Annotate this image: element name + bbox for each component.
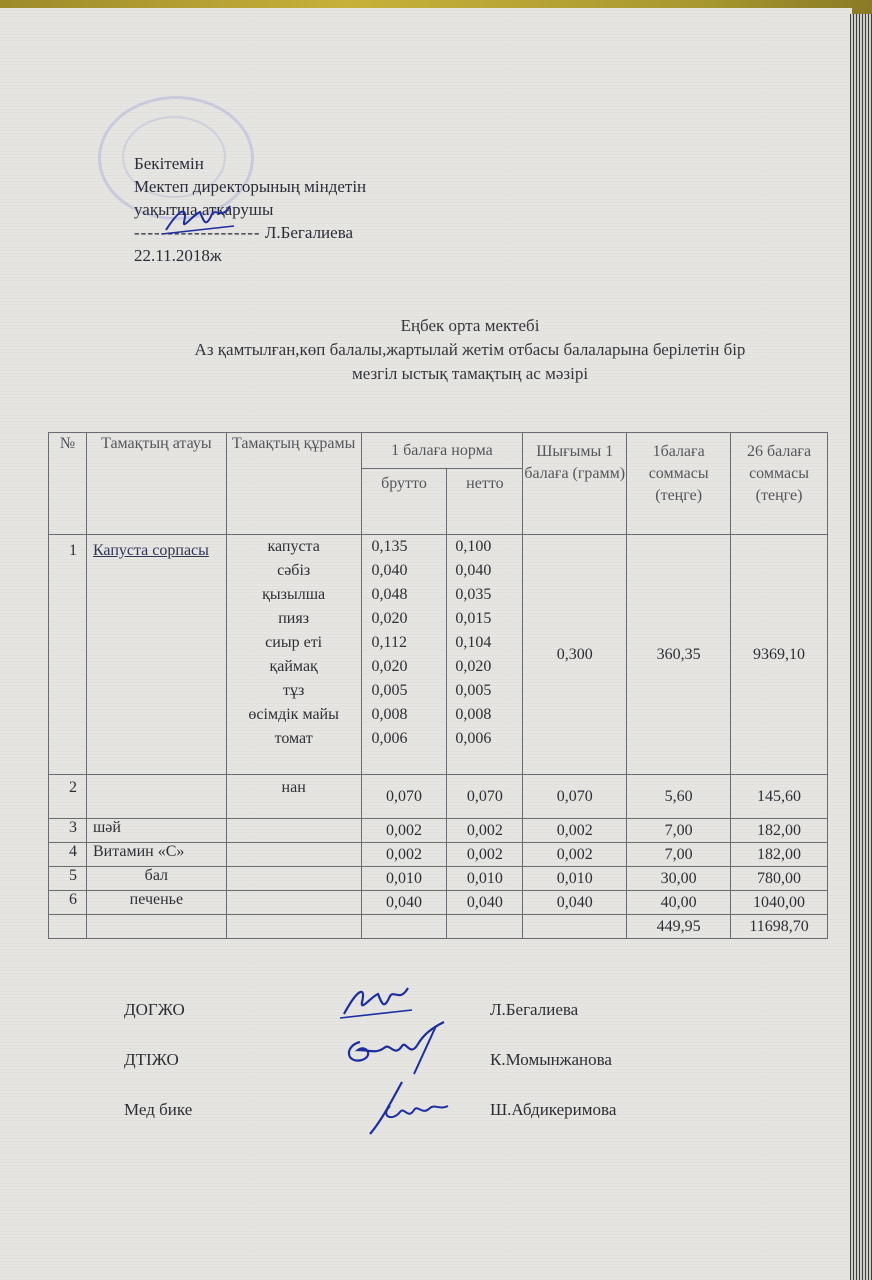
ingredient: капуста	[267, 538, 320, 555]
empty-cell	[447, 915, 523, 939]
yield-value: 0,002	[523, 819, 627, 843]
sum-one-cell: 360,35	[627, 535, 731, 775]
netto-value: 0,035	[455, 586, 492, 603]
table-row	[49, 891, 828, 915]
handwritten-signature	[340, 1020, 450, 1076]
sum-26-value: 145,60	[731, 775, 828, 819]
approval-line-3: уақытша атқарушы	[134, 200, 274, 219]
menu-title-line-1: Аз қамтылған,көп балалы,жартылай жетім отбасы балаларына берілетін бір	[194, 340, 746, 359]
netto-value: 0,002	[447, 843, 523, 867]
netto-value: 0,002	[447, 819, 523, 843]
approval-date: 22.11.2018ж	[134, 246, 222, 265]
signature-name: К.Момынжанова	[490, 1050, 612, 1069]
empty-cell	[226, 915, 361, 939]
approval-line-2: Мектеп директорының міндетін	[134, 177, 367, 196]
dish-name: шәй	[86, 819, 226, 843]
sum-one-value: 7,00	[627, 819, 731, 843]
table-row	[49, 819, 828, 843]
yield-value: 0,040	[523, 891, 627, 915]
composition	[226, 819, 361, 843]
menu-title-line-2: мезгіл ыстық тамақтың ас мәзірі	[351, 364, 589, 383]
dish-name-cell	[86, 535, 226, 775]
brutto-value: 0,040	[361, 891, 447, 915]
ingredient: қызылша	[262, 586, 326, 603]
row-number: 4	[49, 843, 87, 867]
netto-value: 0,020	[455, 658, 492, 675]
ingredient: тұз	[282, 682, 305, 699]
header-norm: 1 балаға норма	[361, 433, 523, 469]
netto-value: 0,015	[455, 610, 492, 627]
brutto-value: 0,002	[361, 843, 447, 867]
sum-one-value: 30,00	[627, 867, 731, 891]
page-stack-edges	[850, 14, 872, 1280]
signature-role: ДТІЖО	[124, 1050, 179, 1069]
sum-one-value: 40,00	[627, 891, 731, 915]
netto-value: 0,040	[455, 562, 492, 579]
brutto-value: 0,005	[371, 682, 408, 699]
netto-value: 0,008	[455, 706, 492, 723]
sum-one-value: 5,60	[627, 775, 731, 819]
approval-line-1: Бекітемін	[134, 154, 204, 173]
header-sum-one-child: 1балаға соммасы (теңге)	[627, 433, 731, 535]
signature-name: Л.Бегалиева	[490, 1000, 579, 1019]
yield-cell: 0,300	[523, 535, 627, 775]
dish-name	[86, 775, 226, 819]
brutto-value: 0,135	[371, 538, 408, 555]
table-row	[49, 867, 828, 891]
brutto-cell	[361, 535, 447, 775]
brutto-value: 0,020	[371, 610, 408, 627]
header-brutto: брутто	[361, 469, 447, 535]
netto-cell	[447, 535, 523, 775]
signature-role: Мед бике	[124, 1100, 193, 1119]
approval-name: Л.Бегалиева	[264, 223, 354, 242]
composition: нан	[226, 775, 361, 819]
brutto-value: 0,008	[371, 706, 408, 723]
table-row	[49, 775, 828, 819]
row-number: 6	[49, 891, 87, 915]
sum-26-value: 182,00	[731, 819, 828, 843]
netto-value: 0,040	[447, 891, 523, 915]
row-number: 1	[49, 535, 87, 775]
brutto-value: 0,070	[361, 775, 447, 819]
ingredient: томат	[274, 730, 313, 747]
netto-value: 0,070	[447, 775, 523, 819]
header-yield: Шығымы 1 балаға (грамм)	[523, 433, 627, 535]
sum-26-cell: 9369,10	[731, 535, 828, 775]
total-sum-26: 11698,70	[731, 915, 828, 939]
composition	[226, 867, 361, 891]
handwritten-signature	[336, 982, 416, 1024]
row-number: 2	[49, 775, 87, 819]
netto-value: 0,104	[455, 634, 492, 651]
empty-cell	[361, 915, 447, 939]
sum-26-value: 1040,00	[731, 891, 828, 915]
signature-name: Ш.Абдикеримова	[490, 1100, 617, 1119]
brutto-value: 0,040	[371, 562, 408, 579]
menu-table	[48, 432, 828, 939]
dish-name: Витамин «С»	[86, 843, 226, 867]
yield-value: 0,002	[523, 843, 627, 867]
header-sum-26-children: 26 балаға соммасы (теңге)	[731, 433, 828, 535]
table-total-row	[49, 915, 828, 939]
ingredient: өсімдік майы	[248, 706, 339, 723]
empty-cell	[86, 915, 226, 939]
sum-26-value: 780,00	[731, 867, 828, 891]
brutto-value: 0,002	[361, 819, 447, 843]
ingredient: сәбіз	[277, 562, 311, 579]
netto-value: 0,005	[455, 682, 492, 699]
ingredient: қаймақ	[269, 658, 318, 675]
brutto-value: 0,112	[371, 634, 407, 651]
director-signature	[160, 200, 240, 240]
table-row-dish-1	[49, 535, 828, 775]
dish-name: печенье	[86, 891, 226, 915]
ingredients-cell	[226, 535, 361, 775]
row-number: 3	[49, 819, 87, 843]
sum-26-value: 182,00	[731, 843, 828, 867]
brutto-value: 0,006	[371, 730, 408, 747]
signature-dashes: -------------------	[134, 223, 261, 242]
ingredient: пияз	[278, 610, 310, 627]
brutto-value: 0,010	[361, 867, 447, 891]
school-name: Еңбек орта мектебі	[400, 316, 540, 335]
netto-value: 0,100	[455, 538, 492, 555]
total-sum-one: 449,95	[627, 915, 731, 939]
composition	[226, 891, 361, 915]
row-number: 5	[49, 867, 87, 891]
header-netto: нетто	[447, 469, 523, 535]
empty-cell	[49, 915, 87, 939]
brutto-value: 0,020	[371, 658, 408, 675]
yield-value: 0,070	[523, 775, 627, 819]
yield-value: 0,010	[523, 867, 627, 891]
handwritten-signature	[362, 1076, 452, 1140]
header-composition: Тамақтың құрамы	[226, 433, 361, 535]
header-no: №	[49, 433, 87, 535]
table-row	[49, 843, 828, 867]
dish-name: бал	[86, 867, 226, 891]
dish-name: Капуста сорпасы	[92, 542, 209, 559]
composition	[226, 843, 361, 867]
brutto-value: 0,048	[371, 586, 408, 603]
sum-one-value: 7,00	[627, 843, 731, 867]
ingredient: сиыр еті	[265, 634, 323, 651]
empty-cell	[523, 915, 627, 939]
signature-role: ДОГЖО	[124, 1000, 185, 1019]
netto-value: 0,006	[455, 730, 492, 747]
header-dish: Тамақтың атауы	[86, 433, 226, 535]
netto-value: 0,010	[447, 867, 523, 891]
